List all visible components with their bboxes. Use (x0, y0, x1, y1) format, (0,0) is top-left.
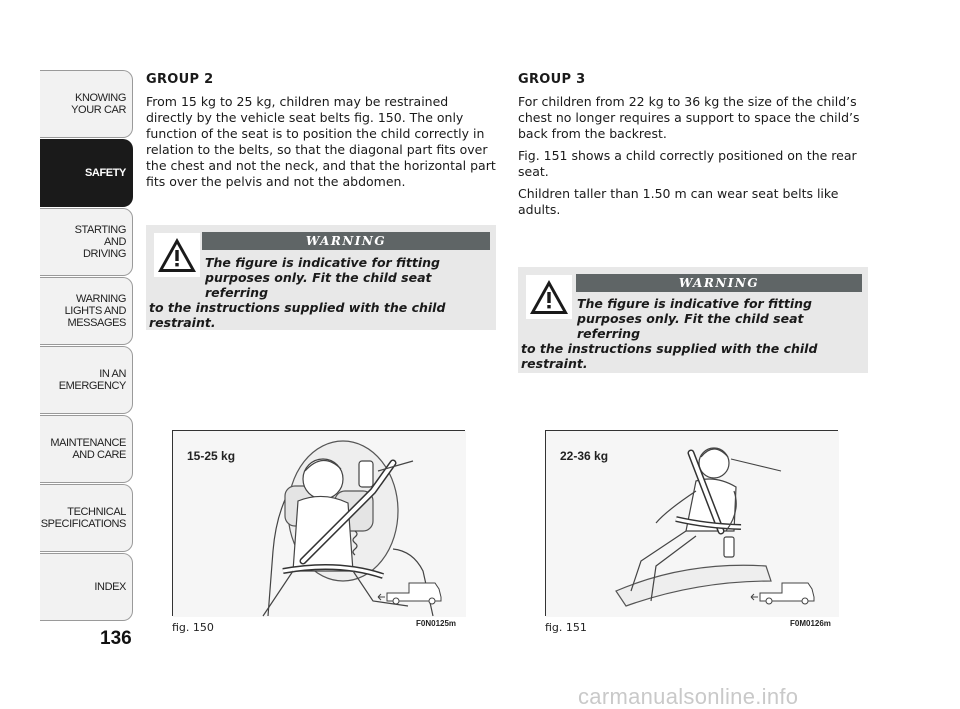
figure-code: F0M0126m (790, 619, 831, 628)
figure-caption: fig. 150 (172, 621, 214, 634)
group-3-paragraph-2: Fig. 151 shows a child correctly positioned on the rear seat. (518, 148, 857, 179)
figure-weight-label: 15-25 kg (187, 449, 236, 463)
warning-text-rest: to the instructions supplied with the child restraint. (149, 300, 446, 330)
warning-box-right (518, 267, 868, 373)
tab-warning-lights[interactable]: WARNING LIGHTS AND MESSAGES (40, 277, 133, 345)
group-3-heading: GROUP 3 (518, 72, 586, 87)
figure-weight-label: 22-36 kg (560, 449, 609, 463)
tab-safety[interactable]: SAFETY (40, 139, 133, 207)
warning-box-left (146, 225, 496, 330)
tab-index[interactable]: INDEX (40, 553, 133, 621)
figure-caption: fig. 151 (545, 621, 587, 634)
group-3-paragraph-1: For children from 22 kg to 36 kg the size of the child’s chest no longer requires a support to space the child’s back from the backrest. (518, 94, 860, 141)
group-2-heading: GROUP 2 (146, 72, 214, 87)
warning-text-rest: to the instructions supplied with the child restraint. (521, 341, 818, 371)
warning-text-first: The figure is indicative for fitting purposes only. Fit the child seat referring (205, 255, 440, 300)
group-3-paragraph-3: Children taller than 1.50 m can wear seat belts like adults. (518, 186, 839, 217)
figure-code: F0N0125m (416, 619, 457, 628)
page-number: 136 (100, 628, 132, 649)
group-2-section (146, 72, 496, 196)
warning-text (149, 255, 493, 330)
warning-text (521, 296, 866, 371)
tab-maintenance[interactable]: MAINTENANCE AND CARE (40, 415, 133, 483)
figure-150 (172, 430, 465, 616)
warning-title: WARNING (576, 274, 862, 292)
tab-knowing-your-car[interactable]: KNOWING YOUR CAR (40, 70, 133, 138)
warning-text-first: The figure is indicative for fitting purposes only. Fit the child seat referring (577, 296, 812, 341)
watermark: carmanualsonline.info (578, 684, 799, 709)
figure-151 (545, 430, 838, 616)
group-2-paragraph: From 15 kg to 25 kg, children may be restrained directly by the vehicle seat belts fig. 150. The only function of the seat is to position the child correctly in relation to the belts, so that the diagonal part fits over the chest and not the neck, and that the horizontal part fits over the pelvis and not the abdomen. (146, 94, 496, 189)
warning-title: WARNING (202, 232, 490, 250)
group-3-section (518, 72, 863, 224)
tab-in-an-emergency[interactable]: IN AN EMERGENCY (40, 346, 133, 414)
tab-technical-specifications[interactable]: TECHNICAL SPECIFICATIONS (40, 484, 133, 552)
tab-starting-and-driving[interactable]: STARTING AND DRIVING (40, 208, 133, 276)
